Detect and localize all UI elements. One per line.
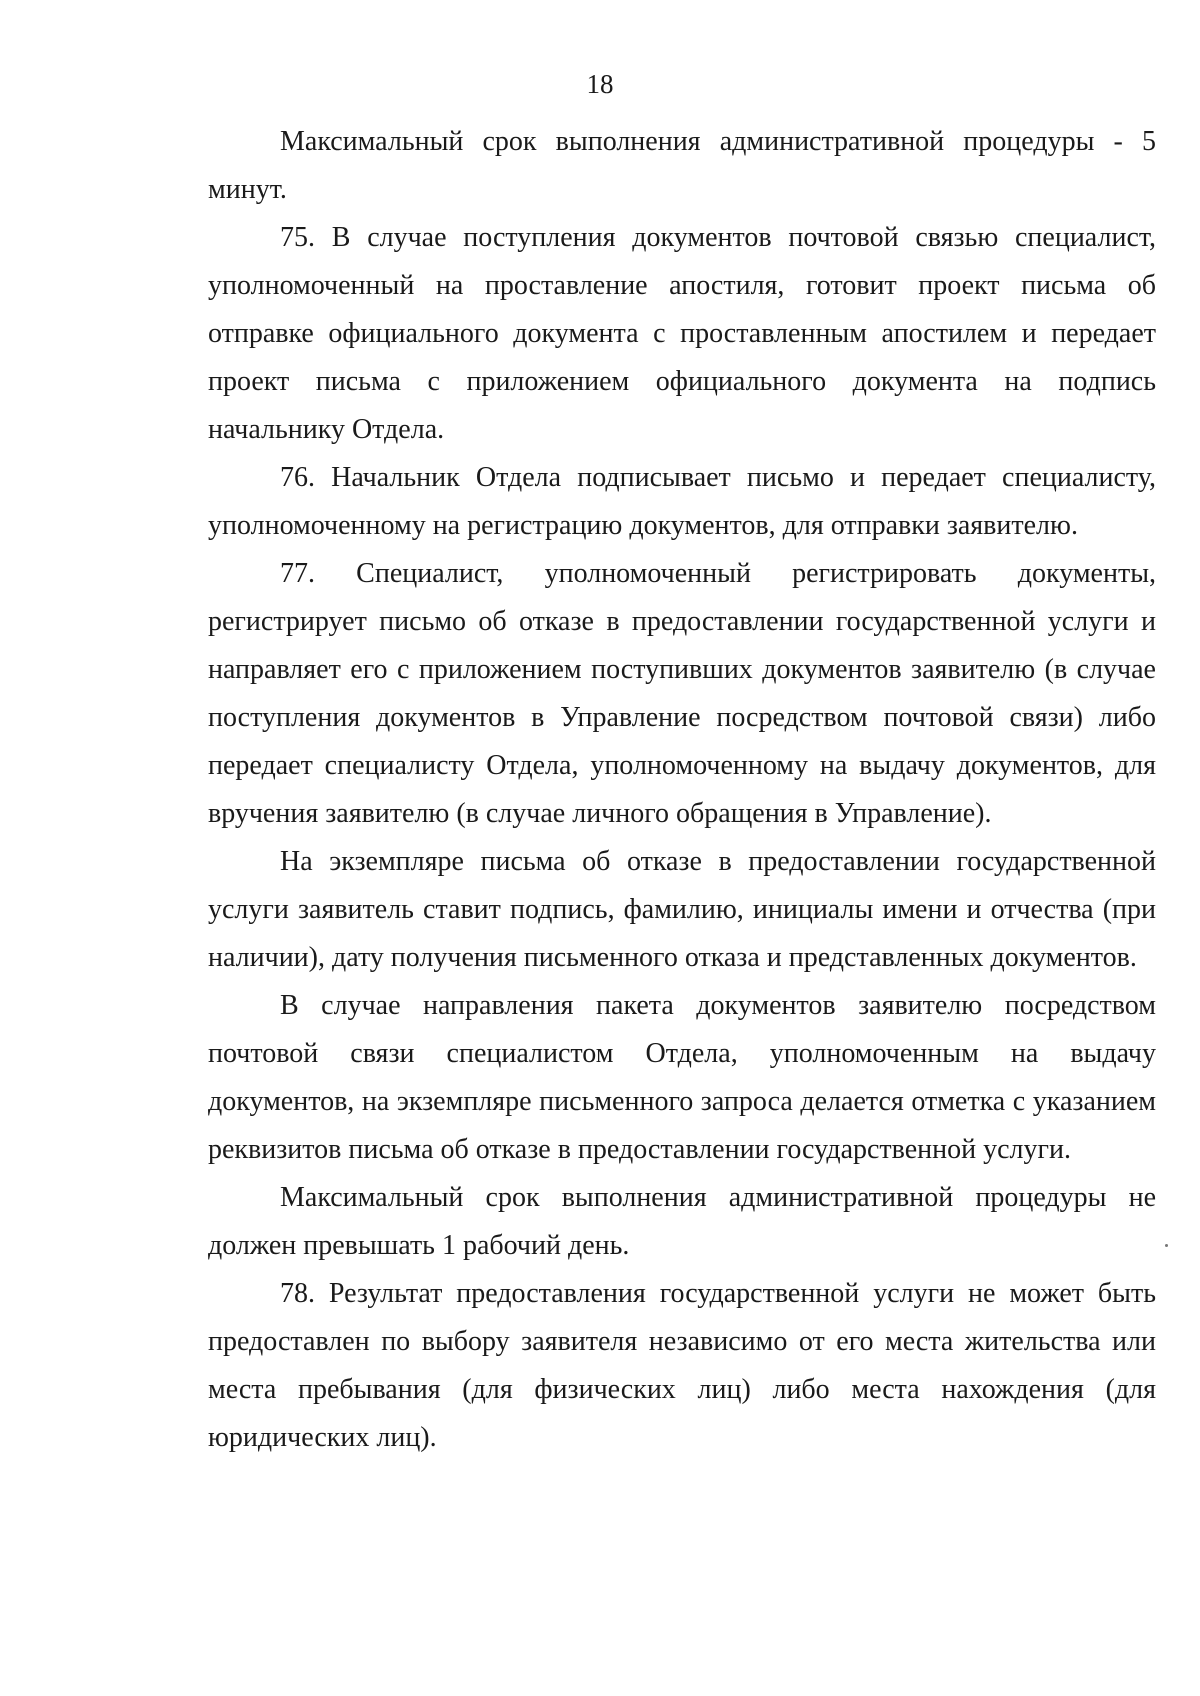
scan-speck bbox=[1165, 1244, 1168, 1247]
paragraph-75: 75. В случае поступления документов почтовой связью специалист, уполномоченный на проставление апостиля, готовит проект письма об отправке официального документа с проставленным апостилем и передает проект письма с приложением официального документа на подпись начальнику Отдела. bbox=[208, 222, 1156, 445]
paragraph-77: 77. Специалист, уполномоченный регистрировать документы, регистрирует письмо об отказе в предоставлении государственной услуги и направляет его с приложением поступивших документов заявителю (в случае поступления документов в Управление посредством почтовой связи) либо передает специалисту Отдела, уполномоченному на выдачу документов, для вручения заявителю (в случае личного обращения в Управление). bbox=[208, 558, 1156, 829]
document-body bbox=[208, 118, 1156, 1462]
page-number: 18 bbox=[586, 69, 614, 99]
paragraph-78: 78. Результат предоставления государственной услуги не может быть предоставлен по выбору заявителя независимо от его места жительства или места пребывания (для физических лиц) либо места нахождения (для юридических лиц). bbox=[208, 1278, 1156, 1453]
paragraph-postal-dispatch: В случае направления пакета документов заявителю посредством почтовой связи специалистом Отдела, уполномоченным на выдачу документов, на экземпляре письменного запроса делается отметка с указанием реквизитов письма об отказе в предоставлении государственной услуги. bbox=[208, 990, 1156, 1165]
paragraph-76: 76. Начальник Отдела подписывает письмо и передает специалисту, уполномоченному на регистрацию документов, для отправки заявителю. bbox=[208, 462, 1156, 541]
paragraph-refusal-copy: На экземпляре письма об отказе в предоставлении государственной услуги заявитель ставит подпись, фамилию, инициалы имени и отчества (при наличии), дату получения письменного отказа и представленных документов. bbox=[208, 846, 1156, 973]
paragraph-procedure-time-5-min: Максимальный срок выполнения административной процедуры - 5 минут. bbox=[208, 126, 1156, 205]
paragraph-procedure-time-1-day: Максимальный срок выполнения административной процедуры не должен превышать 1 рабочий день. bbox=[208, 1182, 1156, 1261]
